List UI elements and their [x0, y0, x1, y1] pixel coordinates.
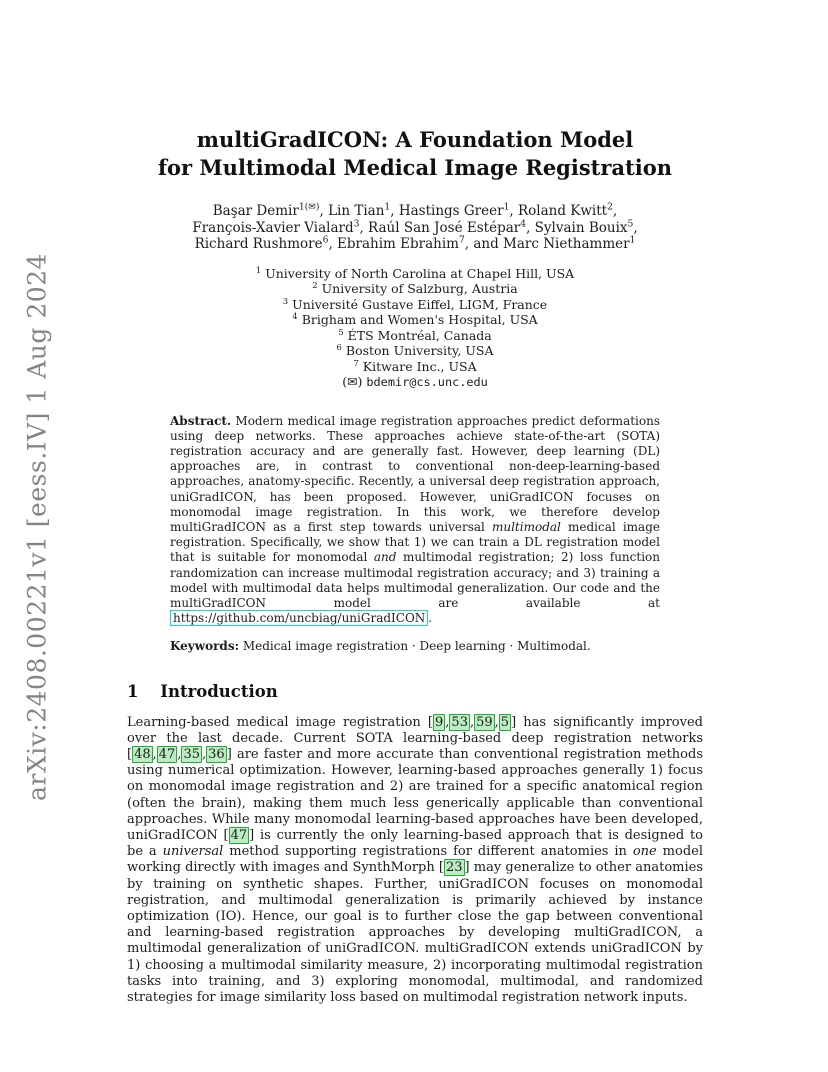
text-run: ÉTS Montréal, Canada: [343, 327, 492, 343]
text-run: Brigham and Women's Hospital, USA: [297, 312, 538, 327]
citation-link[interactable]: 48: [134, 746, 151, 762]
paper-title: [127, 126, 703, 182]
text-run: 1: [255, 265, 262, 276]
title-line-2: for Multimodal Medical Image Registration: [158, 155, 672, 180]
text-run: Kitware Inc., USA: [358, 358, 477, 374]
text-run: Medical image registration · Deep learning · Multimodal.: [239, 639, 591, 654]
text-run: , and Marc Niethammer: [464, 236, 630, 252]
text-run: Richard Rushmore: [194, 236, 323, 252]
affiliation-4: [127, 312, 703, 328]
text-run: ,: [445, 714, 450, 730]
text-run: 4: [292, 311, 298, 322]
text-run: 3: [353, 218, 360, 229]
text-run: Başar Demir: [212, 203, 299, 219]
text-run: , Raúl San José Estépar: [359, 219, 521, 236]
text-run: Boston University, USA: [341, 343, 494, 358]
text-run: one: [632, 844, 657, 860]
text-run: University of Salzburg, Austria: [317, 281, 518, 296]
section-heading-introduction: [127, 682, 703, 701]
text-run: 4: [520, 218, 527, 229]
author-line-1: [127, 203, 703, 220]
citation-link[interactable]: 53: [451, 714, 468, 730]
section-title: Introduction: [160, 681, 278, 701]
keywords-line: [170, 639, 660, 654]
citation-link[interactable]: 5: [500, 714, 510, 730]
text-run: ,: [177, 746, 182, 762]
text-run: 1: [629, 234, 636, 246]
text-run: ,: [469, 714, 475, 730]
text-run: medical image registration. Specifically, we show that 1) we can train a DL registration model that is suitable for monomodal: [170, 519, 660, 565]
citation-link[interactable]: 9: [435, 714, 444, 730]
text-run: 5: [627, 218, 634, 229]
text-run: 1: [503, 201, 510, 213]
citation-link[interactable]: 36: [208, 746, 225, 762]
arxiv-watermark: arXiv:2408.00221v1 [eess.IV] 1 Aug 2024: [22, 253, 52, 801]
author-line-3: [127, 236, 703, 253]
affiliation-list: [127, 266, 703, 391]
text-run: and: [373, 550, 397, 565]
contact-email: bdemir@cs.unc.edu: [366, 375, 488, 389]
text-run: 2: [607, 201, 613, 213]
text-run: ,: [612, 203, 618, 219]
text-run: François-Xavier Vialard: [192, 219, 354, 236]
text-run: ] has significantly improved over the last decade. Current SOTA learning-based deep registration networks [: [127, 714, 703, 762]
citation-link[interactable]: 23: [445, 860, 463, 876]
text-run: ] are faster and more accurate than conventional registration methods using numerical optimization. However, learning-based approaches generally 1) focus on monomodal image registration and 2) are trained for a specific anatomical region (often the brain), making them much less generically applicable than conventional approaches. While many monomodal learning-based approaches have been developed, uniGradICON [: [127, 746, 703, 843]
text-run: Abstract.: [170, 413, 232, 428]
text-run: , Ebrahim Ebrahim: [328, 236, 459, 252]
text-run: Keywords:: [170, 639, 240, 654]
text-run: 7: [353, 358, 359, 369]
email-envelope-icon: (✉): [342, 374, 367, 389]
text-run: .: [428, 611, 433, 626]
text-run: multimodal: [491, 519, 561, 534]
text-run: , Hastings Greer: [390, 203, 504, 219]
text-run: 5: [338, 327, 344, 338]
paper-content: [127, 0, 703, 1006]
affiliation-5: [127, 328, 703, 344]
text-run: ,: [633, 219, 638, 236]
introduction-paragraph: [127, 715, 703, 1007]
text-run: Learning-based medical image registration [: [127, 714, 433, 730]
affiliation-7: [127, 359, 703, 375]
text-run: , Lin Tian: [319, 203, 385, 219]
citation-link[interactable]: 35: [183, 746, 200, 762]
citation-link[interactable]: 47: [158, 746, 176, 762]
text-run: ,: [202, 746, 207, 762]
author-line-2: [127, 220, 703, 237]
affiliation-2: [127, 281, 703, 297]
text-run: 7: [458, 234, 465, 246]
text-run: method supporting registrations for different anatomies in: [223, 844, 633, 860]
text-run: ] may generalize to other anatomies by training on synthetic shapes. Further, uniGradICON focuses on monomodal registration, and multimodal generalization is primarily achieved by instance optimization (IO). Hence, our goal is to further close the gap between conventional and learning-based registration approaches by developing multiGradICON, a multimodal generalization of uniGradICON. multiGradICON extends uniGradICON by 1) choosing a multimodal similarity measure, 2) incorporating multimodal registration tasks into training, and 3) exploring monomodal, multimodal, and randomized strategies for image similarity loss based on multimodal registration network inputs.: [127, 860, 704, 1005]
text-run: 6: [336, 342, 342, 353]
affiliation-3: [127, 297, 703, 313]
text-run: , Roland Kwitt: [509, 203, 608, 219]
title-line-1: multiGradICON: A Foundation Model: [196, 127, 634, 152]
section-number: 1: [127, 681, 139, 701]
text-run: multimodal registration; 2) loss function randomization can increase multimodal registration accuracy; and 3) training a model with multimodal data helps multimodal generalization. Our code and the multiGradICON model are available at: [170, 550, 660, 610]
text-run: ,: [494, 714, 499, 730]
contact-email-line: [127, 374, 703, 391]
citation-link[interactable]: 47: [230, 827, 248, 843]
text-run: ] is currently the only learning-based approach that is designed to be a: [127, 827, 703, 860]
text-run: universal: [162, 844, 224, 860]
text-run: Modern medical image registration approaches predict deformations using deep networks. These approaches achieve state-of-the-art (SOTA) registration accuracy and are generally fast. However, deep learning (DL) approaches are, in contrast to conventional non-deep-learning-based approaches, anatomy-specific. Recently, a universal deep registration approach, uniGradICON, has been proposed. However, uniGradICON focuses on monomodal image registration. In this work, we therefore develop multiGradICON as a first step towards universal: [170, 413, 660, 534]
citation-link[interactable]: 59: [476, 714, 493, 730]
affiliation-1: [127, 266, 703, 282]
text-run: 1: [384, 201, 391, 213]
text-run: 1(✉): [298, 201, 320, 213]
text-run: , Sylvain Bouix: [526, 219, 628, 236]
text-run: Université Gustave Eiffel, LIGM, France: [288, 296, 548, 312]
abstract-paragraph: [170, 414, 660, 627]
github-url-link[interactable]: https://github.com/uncbiag/uniGradICON: [170, 610, 428, 626]
text-run: 6: [322, 234, 329, 246]
text-run: 3: [282, 296, 289, 307]
affiliation-6: [127, 343, 703, 359]
text-run: model working directly with images and SynthMorph [: [127, 844, 703, 876]
text-run: University of North Carolina at Chapel Hill, USA: [261, 265, 575, 281]
author-list: [127, 203, 703, 253]
text-run: 2: [312, 280, 318, 291]
text-run: ,: [152, 746, 157, 762]
